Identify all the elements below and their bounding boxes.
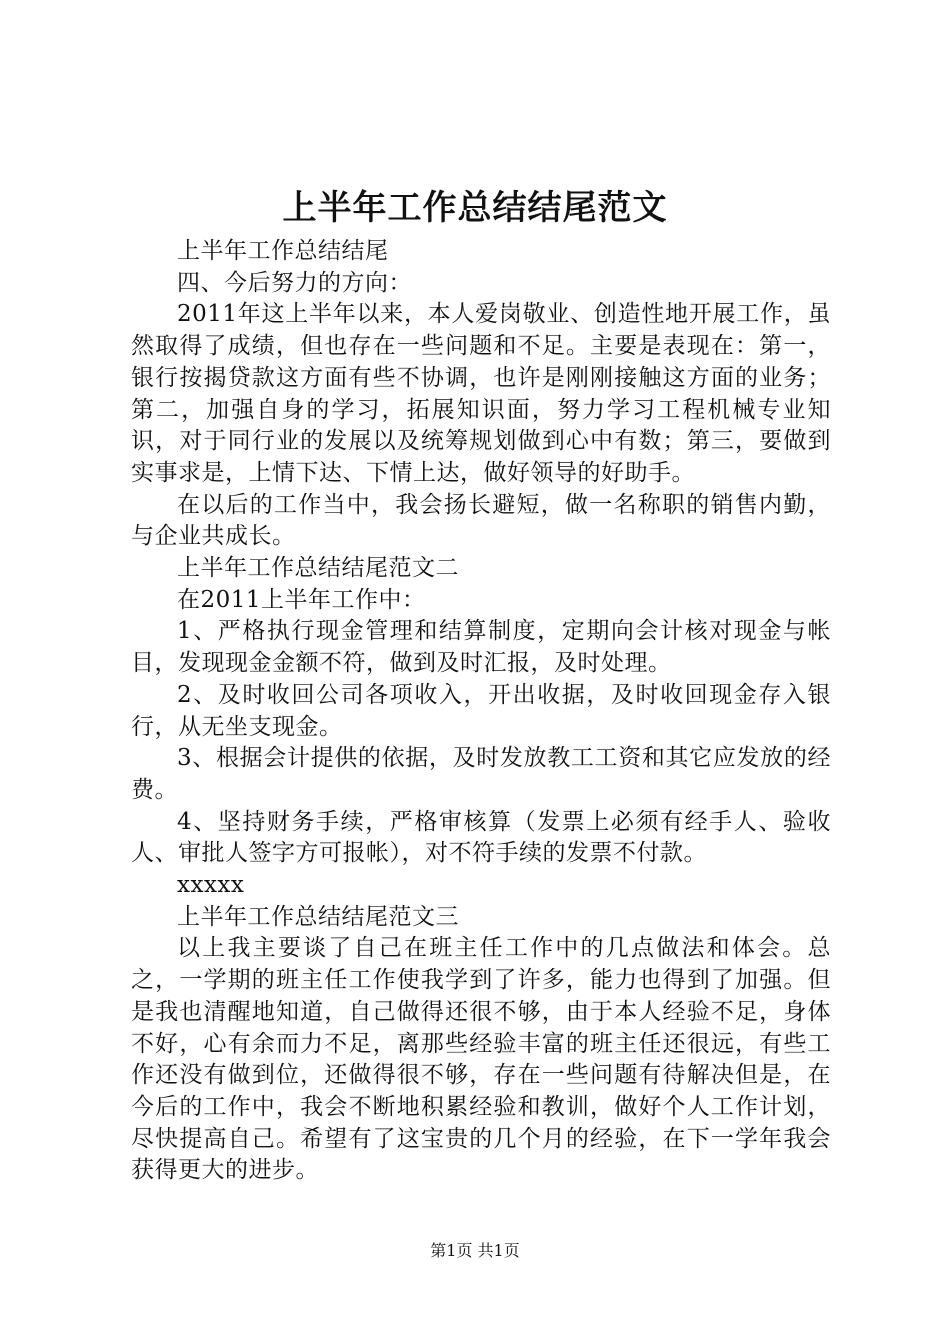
- paragraph-heading: 上半年工作总结结尾范文三: [177, 903, 459, 930]
- paragraph: 在2011上半年工作中：: [177, 586, 426, 613]
- paragraph: 2011年这上半年以来，本人爱岗敬业、创造性地开展工作，虽然取得了成绩，但也存在一些问题和不足。主要是表现在：第一，银行按揭贷款这方面有些不协调，也许是刚刚接触这方面的业务；第二，加强自身的学习，拓展知识面，努力学习工程机械专业知识，对于同行业的发展以及统筹规划做到心中有数；第三，要做到实事求是，上情下达、下情上达，做好领导的好助手。: [131, 301, 831, 486]
- paragraph: 在以后的工作当中，我会扬长避短，做一名称职的销售内勤，与企业共成长。: [131, 491, 831, 550]
- page-footer: 第1页 共1页: [430, 1241, 520, 1260]
- list-item: 1、严格执行现金管理和结算制度，定期向会计核对现金与帐目，发现现金金额不符，做到及时汇报，及时处理。: [131, 618, 831, 677]
- document-body: [131, 236, 831, 1187]
- document-title: 上半年工作总结结尾范文: [282, 188, 668, 228]
- paragraph-heading: 上半年工作总结结尾范文二: [177, 555, 459, 582]
- list-item: 3、根据会计提供的依据，及时发放教工工资和其它应发放的经费。: [131, 745, 831, 803]
- paragraph-section-title: 四、今后努力的方向：: [177, 269, 412, 296]
- list-item: 2、及时收回公司各项收入，开出收据，及时收回现金存入银行，从无坐支现金。: [131, 681, 831, 740]
- paragraph: 以上我主要谈了自己在班主任工作中的几点做法和体会。总之，一学期的班主任工作使我学到了许多，能力也得到了加强。但是我也清醒地知道，自己做得还很不够，由于本人经验不足，身体不好，心有余而力不足，离那些经验丰富的班主任还很远，有些工作还没有做到位，还做得很不够，存在一些问题有待解决但是，在今后的工作中，我会不断地积累经验和教训，做好个人工作计划，尽快提高自己。希望有了这宝贵的几个月的经验，在下一学年我会获得更大的进步。: [131, 935, 831, 1184]
- paragraph-placeholder: xxxxx: [177, 872, 245, 899]
- list-item: 4、坚持财务手续，严格审核算（发票上必须有经手人、验收人、审批人签字方可报帐），对不符手续的发票不付款。: [131, 808, 831, 867]
- paragraph-heading: 上半年工作总结结尾: [177, 238, 389, 264]
